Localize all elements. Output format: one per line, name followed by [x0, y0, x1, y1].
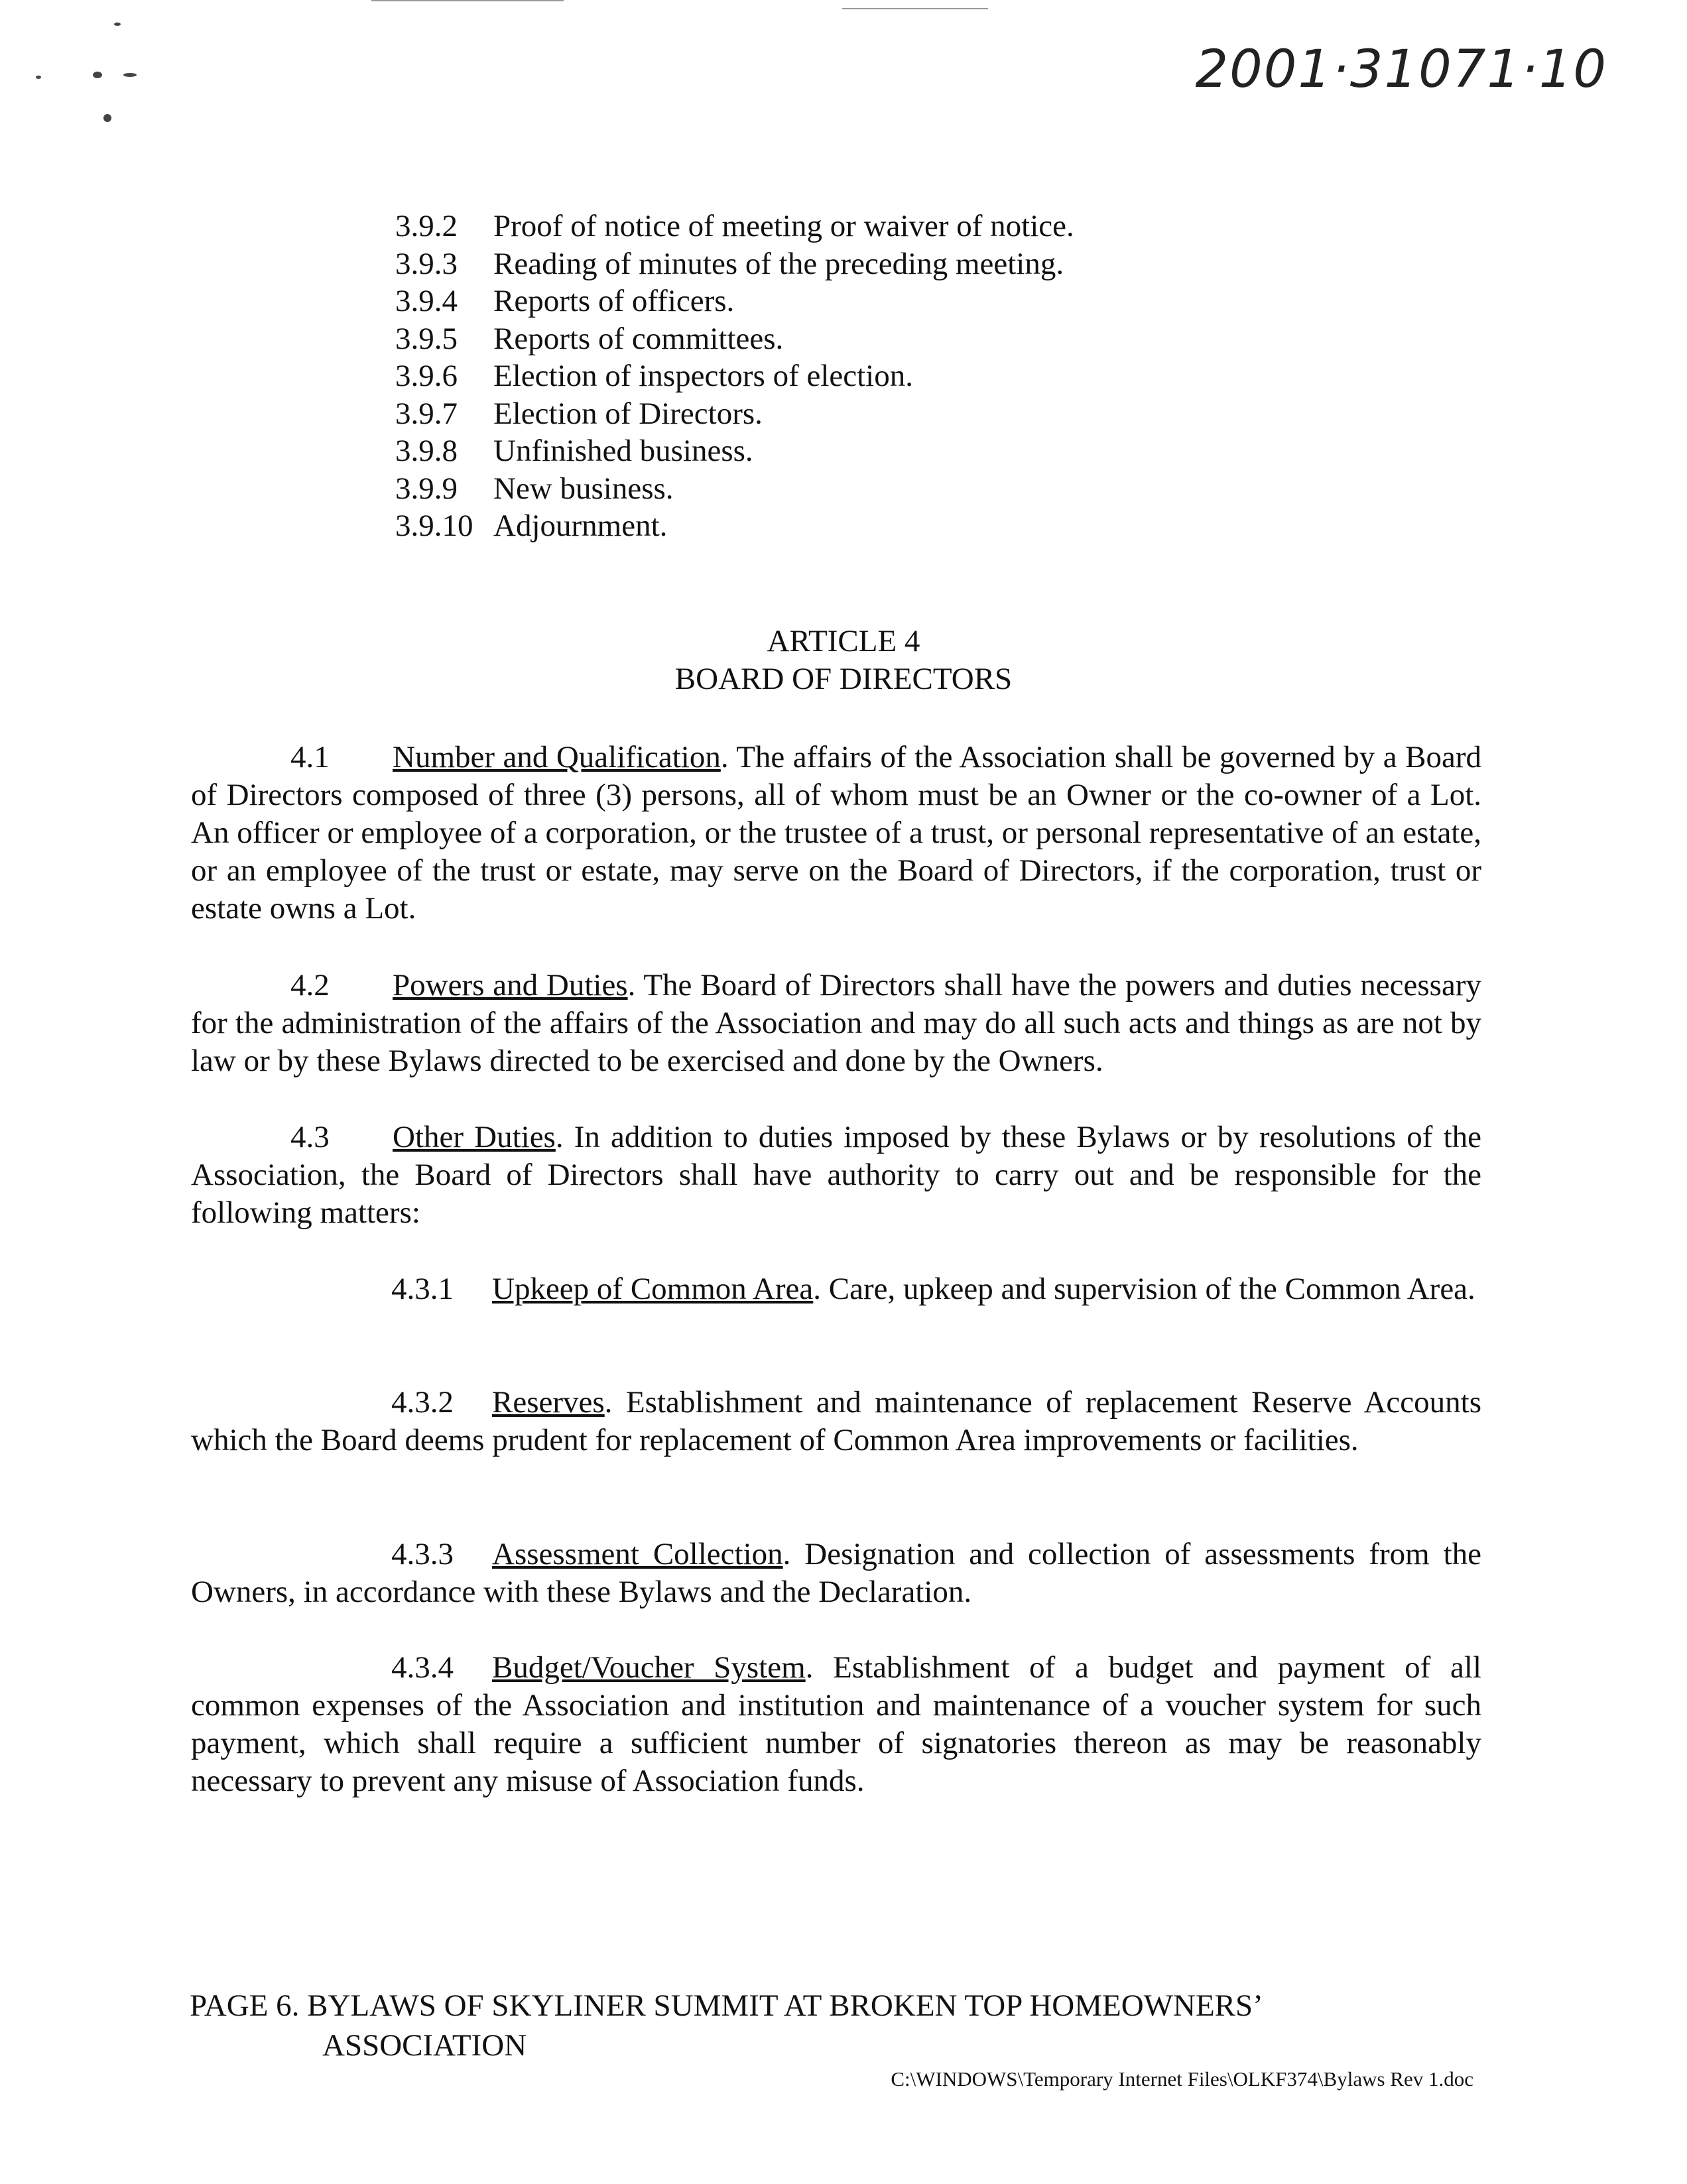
list-item: 3.9.6 Election of inspectors of election.	[395, 359, 913, 393]
section-number: 4.1	[290, 740, 330, 774]
section-4-3-4	[191, 1649, 1481, 1800]
scan-artifact-speck	[36, 76, 41, 79]
section-caption: Reserves	[492, 1385, 605, 1420]
scan-artifact-speck	[123, 73, 137, 77]
list-item: 3.9.7 Election of Directors.	[395, 396, 763, 431]
list-item: 3.9.5 Reports of committees.	[395, 321, 784, 356]
list-item: 3.9.3 Reading of minutes of the preceding meeting.	[395, 246, 1064, 281]
section-caption: Powers and Duties	[393, 968, 628, 1002]
document-number-stamp: 2001·31071·10	[1195, 40, 1607, 99]
footer-title-line1: PAGE 6. BYLAWS OF SKYLINER SUMMIT AT BROKEN TOP HOMEOWNERS’	[190, 1988, 1263, 2023]
section-caption: Number and Qualification	[393, 740, 721, 774]
section-number: 4.2	[290, 968, 330, 1002]
section-text: . In addition to duties imposed by these Bylaws or by resolutions of the Association, the Board of Directors shall have authority to carry out and be responsible for the following matters:	[191, 1120, 1481, 1230]
article-number: ARTICLE 4	[767, 624, 920, 658]
section-number: 4.3.4	[391, 1650, 454, 1685]
section-caption: Assessment Collection	[492, 1537, 783, 1571]
section-number: 4.3	[290, 1120, 330, 1154]
article-title: BOARD OF DIRECTORS	[674, 662, 1013, 696]
footer-title-line2: ASSOCIATION	[322, 2028, 527, 2063]
agenda-list	[395, 208, 1074, 545]
section-4-3-2	[191, 1384, 1481, 1459]
scan-artifact-speck	[93, 72, 102, 78]
section-caption: Budget/Voucher System	[492, 1650, 806, 1685]
section-text: . The Board of Directors shall have the powers and duties necessary for the administration of the affairs of the Association and may do all such acts and things as are not by law or by these Bylaws directed to be exercised and done by the Owners.	[191, 968, 1481, 1078]
list-item: 3.9.2 Proof of notice of meeting or waiver of notice.	[395, 209, 1074, 243]
scan-artifact-line	[842, 8, 988, 9]
section-text: . Designation and collection of assessments from the Owners, in accordance with these Bylaws and the Declaration.	[191, 1537, 1481, 1609]
footer-file-path: C:\WINDOWS\Temporary Internet Files\OLKF374\Bylaws Rev 1.doc	[891, 2067, 1473, 2091]
list-item: 3.9.4 Reports of officers.	[395, 284, 735, 318]
section-text: . Establishment of a budget and payment of all common expenses of the Association and institution and maintenance of a voucher system for such payment, which shall require a sufficient number of signatories thereon as may be reasonably necessary to prevent any misuse of Association funds.	[191, 1650, 1481, 1798]
section-4-3-1	[191, 1270, 1481, 1308]
section-4-2	[191, 967, 1481, 1080]
section-number: 4.3.3	[391, 1537, 454, 1571]
scan-artifact-speck	[103, 114, 111, 122]
section-number: 4.3.1	[391, 1272, 454, 1306]
section-number: 4.3.2	[391, 1385, 454, 1420]
section-text: . Establishment and maintenance of replacement Reserve Accounts which the Board deems prudent for replacement of Common Area improvements or facilities.	[191, 1385, 1481, 1457]
footer-title	[190, 1986, 1263, 2065]
section-4-1	[191, 739, 1481, 928]
section-text: . Care, upkeep and supervision of the Common Area.	[813, 1272, 1475, 1306]
scan-artifact-speck	[114, 23, 121, 26]
section-caption: Other Duties	[393, 1120, 556, 1154]
section-text: . The affairs of the Association shall be governed by a Board of Directors composed of three (3) persons, all of whom must be an Owner or the co-owner of a Lot. An officer or employee of a corporation, or the trustee of a trust, or personal representative of an estate, or an employee of the trust or estate, may serve on the Board of Directors, if the corporation, trust or estate owns a Lot.	[191, 740, 1482, 926]
list-item: 3.9.8 Unfinished business.	[395, 434, 753, 468]
section-caption: Upkeep of Common Area	[492, 1272, 814, 1306]
section-4-3-3	[191, 1536, 1481, 1611]
list-item: 3.9.9 New business.	[395, 471, 674, 506]
section-4-3	[191, 1119, 1481, 1232]
list-item: 3.9.10 Adjournment.	[395, 509, 668, 543]
scan-artifact-line	[371, 0, 564, 1]
